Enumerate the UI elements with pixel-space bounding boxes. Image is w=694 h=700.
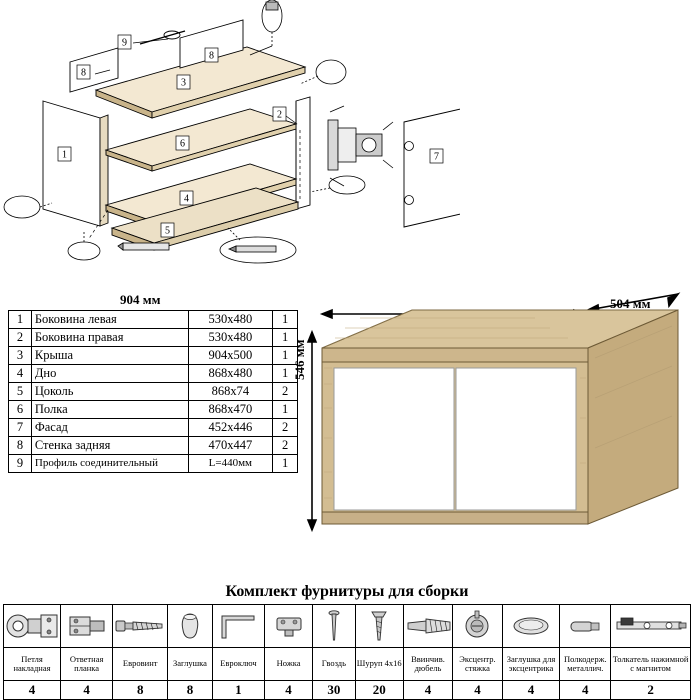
part-number: 2 <box>9 329 32 347</box>
hardware-count: 2 <box>611 681 691 700</box>
metal-shelf-support-icon <box>565 614 605 638</box>
hardware-kit-title: Комплект фурнитуры для сборки <box>225 583 469 600</box>
part-name: Крыша <box>31 347 188 365</box>
hinge-overlay-icon-cell <box>4 605 61 648</box>
hardware-name: Ввинчив. дюбель <box>403 648 452 681</box>
hardware-count: 4 <box>4 681 61 700</box>
hardware-count: 4 <box>61 681 113 700</box>
part-size: 904х500 <box>188 347 273 365</box>
euro-screw-icon <box>114 611 166 641</box>
hardware-name: Заглушка <box>168 648 213 681</box>
height-dimension-arrow <box>308 332 316 530</box>
eccentric-cap-icon <box>509 614 553 638</box>
part-shelf <box>106 109 296 171</box>
part-qty: 1 <box>273 365 298 383</box>
table-row <box>9 419 298 437</box>
euro-screw-icon-cell <box>113 605 168 648</box>
hardware-name: Евроключ <box>212 648 264 681</box>
table-row <box>9 365 298 383</box>
metal-shelf-support-icon-cell <box>560 605 611 648</box>
cabinet-3d-view <box>300 288 694 548</box>
euro-key-icon-cell <box>212 605 264 648</box>
part-qty: 2 <box>273 419 298 437</box>
euro-key-icon <box>216 610 260 642</box>
cap-plug-icon-cell <box>168 605 213 648</box>
hardware-counts-row <box>4 681 691 700</box>
hardware-name: Полкодерж. металлич. <box>560 648 611 681</box>
screw-4x16-icon <box>367 608 391 644</box>
part-left-side <box>43 101 108 226</box>
leg-icon-cell <box>265 605 313 648</box>
part-qty: 1 <box>273 311 298 329</box>
svg-text:8: 8 <box>81 67 86 79</box>
cabinet-height-label: 546 мм <box>292 339 307 380</box>
hardware-name: Толкатель нажимной с магнитом <box>611 648 691 681</box>
mounting-plate-icon-cell <box>61 605 113 648</box>
svg-text:6: 6 <box>180 138 185 150</box>
part-right-side <box>296 97 310 209</box>
hardware-count: 4 <box>502 681 560 700</box>
hardware-count: 4 <box>453 681 502 700</box>
part-qty: 2 <box>273 383 298 401</box>
screw-in-dowel-icon-cell <box>403 605 452 648</box>
cabinet-depth-label: 504 мм <box>610 296 651 311</box>
table-row <box>9 347 298 365</box>
cabinet-width-label: 904 мм <box>120 292 161 307</box>
hardware-name: Ответная планка <box>61 648 113 681</box>
screw-4x16-icon-cell <box>355 605 403 648</box>
part-size: 868х470 <box>188 401 273 419</box>
part-size: 470х447 <box>188 437 273 455</box>
hinge-overlay-icon <box>4 607 60 645</box>
part-number: 1 <box>9 311 32 329</box>
svg-text:2: 2 <box>277 109 282 121</box>
part-number: 8 <box>9 437 32 455</box>
part-name: Фасад <box>31 419 188 437</box>
nail-icon-cell <box>313 605 356 648</box>
part-size: L=440мм <box>188 455 273 473</box>
table-row <box>9 455 298 473</box>
hardware-names-row <box>4 648 691 681</box>
exploded-assembly-diagram <box>0 0 460 285</box>
screw-in-dowel-icon <box>404 611 456 641</box>
cap-plug-icon <box>175 610 205 642</box>
part-size: 868х74 <box>188 383 273 401</box>
table-row <box>9 437 298 455</box>
magnetic-pusher-icon-cell <box>611 605 691 648</box>
part-size: 452х446 <box>188 419 273 437</box>
part-size: 530х480 <box>188 329 273 347</box>
svg-text:5: 5 <box>165 225 170 237</box>
parts-table <box>8 310 298 473</box>
hardware-name: Гвоздь <box>313 648 356 681</box>
mounting-plate-icon <box>64 607 110 645</box>
hardware-count: 30 <box>313 681 356 700</box>
eccentric-tie-icon <box>462 609 492 643</box>
part-qty: 1 <box>273 401 298 419</box>
svg-text:1: 1 <box>62 149 67 161</box>
part-size: 868х480 <box>188 365 273 383</box>
hardware-count: 20 <box>355 681 403 700</box>
part-qty: 1 <box>273 347 298 365</box>
svg-text:8: 8 <box>209 50 214 62</box>
part-name: Боковина левая <box>31 311 188 329</box>
hardware-name: Петля накладная <box>4 648 61 681</box>
svg-text:9: 9 <box>122 37 127 49</box>
hardware-name: Ножка <box>265 648 313 681</box>
part-number: 4 <box>9 365 32 383</box>
eccentric-cap-icon-cell <box>502 605 560 648</box>
hardware-count: 1 <box>212 681 264 700</box>
part-name: Цоколь <box>31 383 188 401</box>
hardware-name: Эксцентр. стяжка <box>453 648 502 681</box>
table-row <box>9 311 298 329</box>
svg-text:7: 7 <box>434 151 439 163</box>
part-qty: 2 <box>273 437 298 455</box>
hardware-icons-row <box>4 605 691 648</box>
part-name: Боковина правая <box>31 329 188 347</box>
svg-text:4: 4 <box>184 193 189 205</box>
table-row <box>9 401 298 419</box>
hardware-name: Евровинт <box>113 648 168 681</box>
part-qty: 1 <box>273 329 298 347</box>
part-facade-door <box>404 108 460 227</box>
hardware-count: 4 <box>403 681 452 700</box>
eccentric-tie-icon-cell <box>453 605 502 648</box>
part-number: 5 <box>9 383 32 401</box>
part-name: Профиль соединительный <box>31 455 188 473</box>
hardware-count: 8 <box>168 681 213 700</box>
hinge-hardware-detail <box>328 106 393 186</box>
nail-icon <box>324 608 344 644</box>
part-size: 530х480 <box>188 311 273 329</box>
hardware-count: 8 <box>113 681 168 700</box>
part-number: 6 <box>9 401 32 419</box>
part-name: Стенка задняя <box>31 437 188 455</box>
part-number: 7 <box>9 419 32 437</box>
hardware-name: Шуруп 4х16 <box>355 648 403 681</box>
part-number: 9 <box>9 455 32 473</box>
hardware-kit-table <box>3 604 691 700</box>
svg-text:3: 3 <box>181 77 186 89</box>
hardware-count: 4 <box>265 681 313 700</box>
hardware-name: Заглушка для эксцентрика <box>502 648 560 681</box>
part-qty: 1 <box>273 455 298 473</box>
magnetic-pusher-icon <box>613 613 689 639</box>
leg-icon <box>269 610 309 642</box>
part-name: Дно <box>31 365 188 383</box>
part-connecting-profile <box>140 31 185 44</box>
cabinet-body <box>322 310 678 524</box>
table-row <box>9 383 298 401</box>
hardware-count: 4 <box>560 681 611 700</box>
table-row <box>9 329 298 347</box>
part-number: 3 <box>9 347 32 365</box>
part-name: Полка <box>31 401 188 419</box>
